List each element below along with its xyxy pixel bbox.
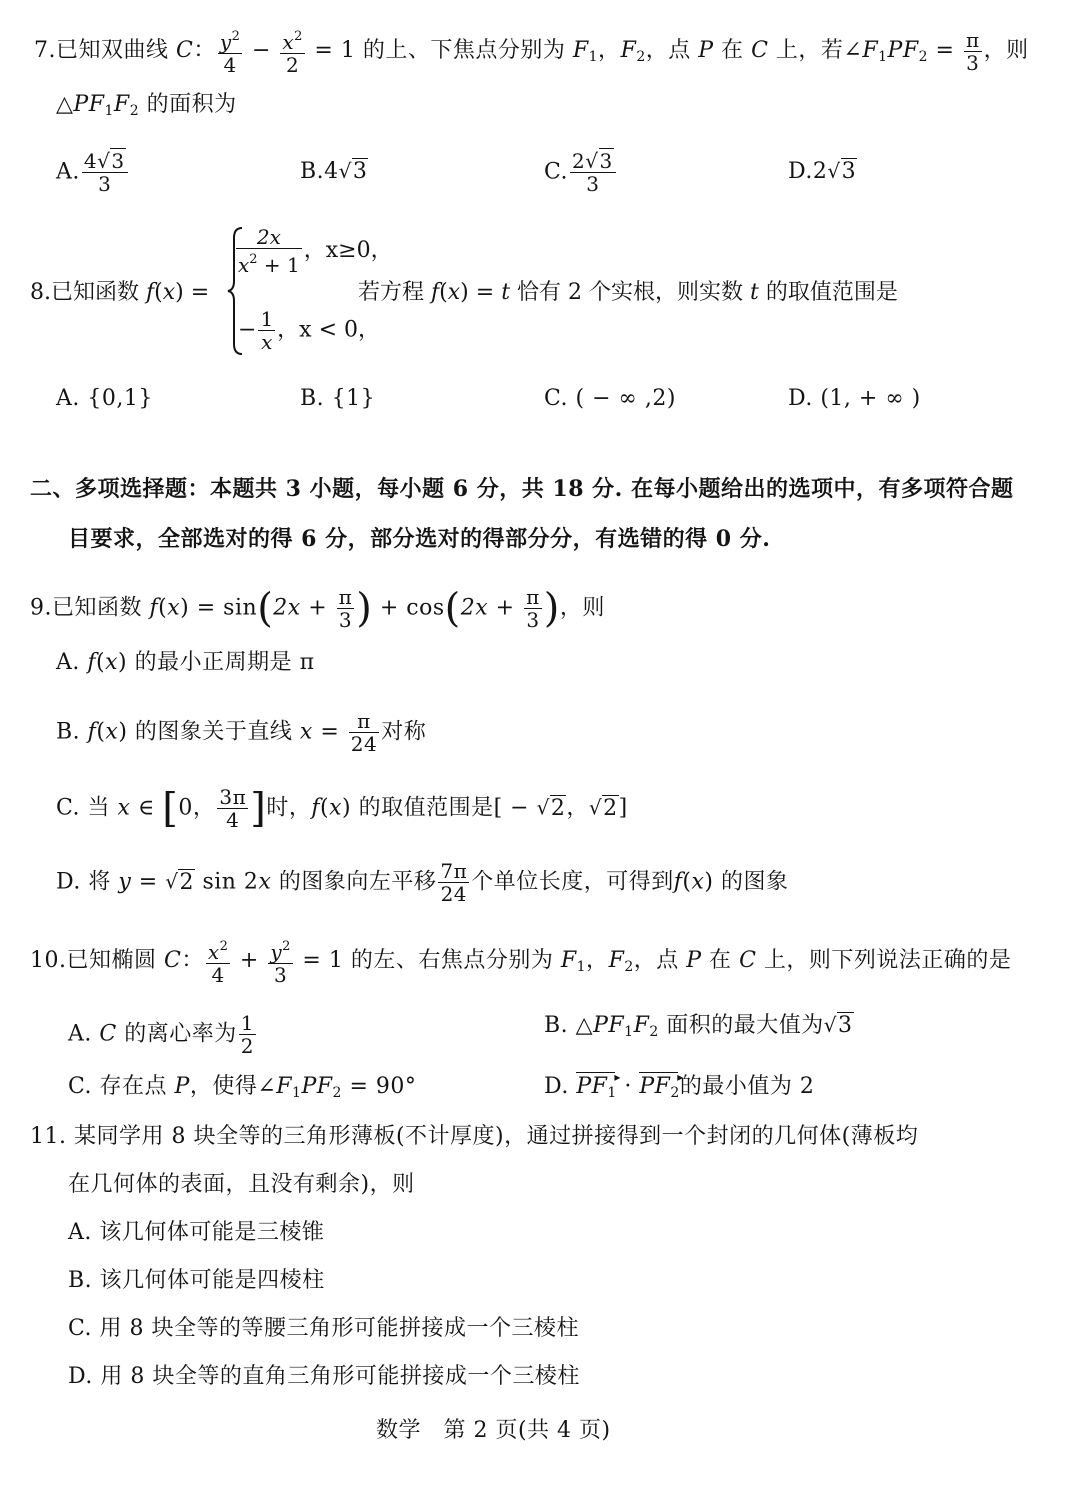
q8-option-b: B. {1}: [300, 386, 376, 411]
section-2-heading-line2: 目要求，全部选对的得 6 分，部分选对的得部分分，有选错的得 0 分.: [68, 526, 771, 552]
q11-option-a: A. 该几何体可能是三棱锥: [68, 1220, 325, 1245]
q8-option-d: D. (1, + ∞ ): [788, 386, 921, 411]
q10-stem: 10.已知椭圆 C： $\frac{x^2}{4}$ + $\frac{y^2}{3}$ = 1 的左、右焦点分别为 $F_1$，$F_2$，点 P 在 C 上，则下列说法正确的是: [30, 936, 1011, 986]
q8-case-2: − $\frac{1}{x}$ ，x < 0，: [238, 307, 380, 354]
q10-option-a: A. C 的离心率为 $\frac{1}{2}$: [68, 1011, 254, 1058]
q9-option-c: C. 当 x ∈ [0， $\frac{3\pi}{4}$ ]时，f(x) 的取值范围是[ − √2，√2]: [56, 785, 628, 832]
q7-option-a: A. $\frac{4√3}{3}$: [56, 150, 130, 195]
q11-stem-line2: 在几何体的表面，且没有剩余)，则: [68, 1172, 415, 1197]
q7-option-b: B.4√3: [300, 159, 368, 184]
q9-option-b: B. f(x) 的图象关于直线 x = $\frac{\pi}{24}$ 对称: [56, 709, 427, 756]
q7-stem: 7.已知双曲线 C： $\frac{y^2}{4}$ − $\frac{x^2}{2}$ = 1 的上、下焦点分别为 $F_1$，$F_2$，点 P 在 C 上，若$\angle F_1PF_2$ = $\frac{\pi}{3}$ ，则: [34, 27, 1029, 77]
q8-case-1: $\frac{2x}{x^2 + 1}$ ，x≥0，: [238, 225, 393, 277]
q7-option-c: C. $\frac{2√3}{3}$: [544, 150, 618, 195]
page-footer: 数学 第 2 页(共 4 页): [376, 1418, 611, 1443]
q8-option-a: A. {0,1}: [56, 386, 153, 411]
q7-option-d: D.2√3: [788, 159, 857, 184]
q7-stem-line2: $\triangle PF_1F_2$ 的面积为: [56, 92, 237, 119]
q8-stem-lead: 8.已知函数 f(x) =: [30, 280, 210, 305]
q8-stem-tail: 若方程 f(x) = t 恰有 2 个实根，则实数 t 的取值范围是: [358, 280, 898, 305]
q9-option-d: D. 将 y = √2 sin 2x 的图象向左平移 $\frac{7\pi}{24}$ 个单位长度，可得到f(x) 的图象: [56, 859, 789, 906]
q9-option-a: A. f(x) 的最小正周期是 π: [56, 650, 315, 675]
q11-option-c: C. 用 8 块全等的等腰三角形可能拼接成一个三棱柱: [68, 1316, 580, 1341]
q11-stem: 11. 某同学用 8 块全等的三角形薄板(不计厚度)，通过拼接得到一个封闭的几何体(薄板均: [30, 1124, 919, 1149]
q8-option-c: C. ( − ∞ ,2): [544, 386, 676, 411]
q11-option-d: D. 用 8 块全等的直角三角形可能拼接成一个三棱柱: [68, 1364, 580, 1389]
section-2-heading: 二、多项选择题：本题共 3 小题，每小题 6 分，共 18 分. 在每小题给出的选项中，有多项符合题: [30, 476, 1014, 502]
q10-option-b: B. $\triangle PF_1F_2$ 面积的最大值为√3: [544, 1013, 853, 1040]
q10-option-d: D. $PF_1$ ▸ · $PF_2$ ▸的最小值为 2: [544, 1072, 814, 1108]
q11-option-b: B. 该几何体可能是四棱柱: [68, 1268, 325, 1293]
q10-option-c: C. 存在点 P，使得$\angle F_1PF_2 = 90^\circ$: [68, 1074, 417, 1101]
q9-stem: 9.已知函数 f(x) = sin(2x + $\frac{\pi}{3}$ ) + cos(2x + $\frac{\pi}{3}$ )，则: [30, 585, 605, 632]
